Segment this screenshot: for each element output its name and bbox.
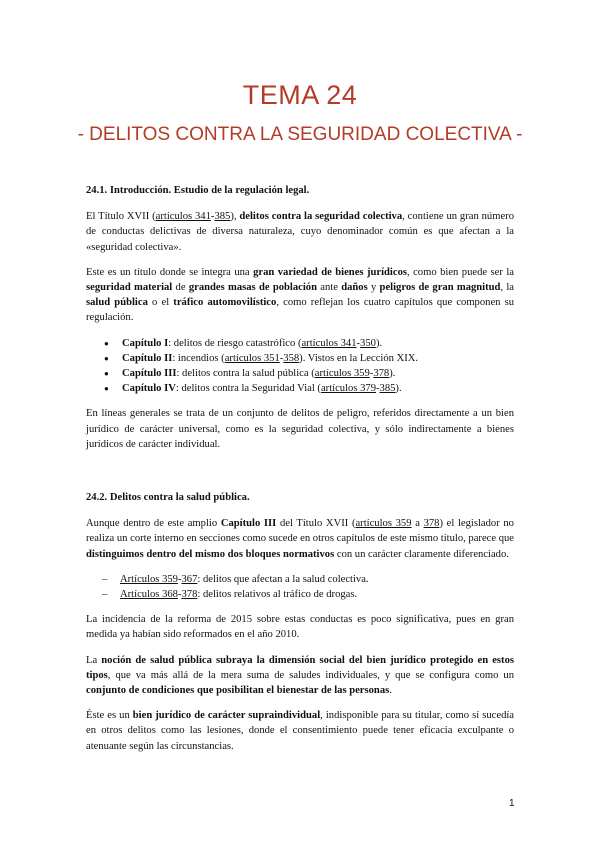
page-subtitle: - DELITOS CONTRA LA SEGURIDAD COLECTIVA -	[77, 124, 523, 145]
text: Aunque dentro de este amplio	[86, 518, 221, 530]
bold-text: tráfico automovilístico	[173, 297, 277, 309]
text: ). Vistos en la Lección XIX.	[299, 352, 419, 364]
link-articulo[interactable]: artículos 359	[314, 368, 370, 380]
text: -	[279, 352, 284, 364]
page-title: TEMA 24	[242, 80, 358, 110]
link-articulo[interactable]: 367	[181, 573, 198, 585]
text: : delitos de riesgo catastrófico (	[168, 337, 302, 349]
bold-text: gran variedad de bienes jurídicos	[253, 266, 407, 278]
chapter-name: Capítulo II	[122, 352, 173, 364]
list-item	[120, 587, 514, 602]
paragraph-conjunto-delitos: En líneas generales se trata de un conjunto de delitos de peligro, referidos directamente a un bien jurídico de carácter universal, como es la seguridad colectiva, y sólo indirectamente a bienes jurídicos de carácter individual.	[86, 408, 514, 450]
chapters-list	[86, 336, 514, 397]
link-articulo[interactable]: Artículos 368	[120, 589, 178, 601]
link-articulo[interactable]: 385	[379, 383, 396, 395]
text: La	[86, 654, 102, 666]
paragraph-capitulo-iii	[86, 516, 514, 562]
text: del Título XVII (	[276, 518, 356, 530]
text: -	[356, 337, 361, 349]
paragraph-bien-supraindividual	[86, 708, 514, 754]
paragraph-bienes-juridicos	[86, 265, 514, 326]
bold-text: Capítulo III	[220, 518, 277, 530]
bold-text: delitos contra la seguridad colectiva	[239, 211, 403, 223]
text: .	[389, 685, 392, 697]
text: -	[210, 211, 215, 223]
list-item	[122, 351, 514, 366]
text: : delitos contra la Seguridad Vial (	[175, 383, 321, 395]
page-number: 1	[509, 798, 515, 809]
link-articulo[interactable]: 350	[360, 337, 376, 349]
link-articulo[interactable]: artículos 341	[301, 337, 357, 349]
text: con un carácter claramente diferenciado.	[334, 548, 509, 560]
section-heading-24-1: 24.1. Introducción. Estudio de la regulación legal.	[86, 185, 310, 196]
text: : delitos contra la salud pública (	[176, 368, 315, 380]
bold-text: daños	[341, 282, 368, 294]
list-item	[122, 381, 514, 396]
chapter-name: Capítulo IV	[122, 383, 176, 395]
list-item	[122, 366, 514, 381]
text: -	[369, 368, 374, 380]
link-articulo[interactable]: 358	[283, 352, 300, 364]
text: -	[376, 383, 380, 395]
link-articulo[interactable]: 378	[373, 368, 390, 380]
link-articulo-385[interactable]: 385	[214, 211, 231, 223]
link-articulo[interactable]: artículos 351	[224, 352, 280, 364]
text: : delitos relativos al tráfico de drogas.	[197, 589, 358, 601]
bold-text: conjunto de condiciones que posibilitan el bienestar de las personas	[86, 685, 390, 697]
text: , la	[500, 282, 515, 294]
bold-text: seguridad material	[86, 282, 173, 294]
bold-text: peligros de gran magnitud	[379, 282, 501, 294]
document-body	[86, 183, 514, 764]
link-articulo[interactable]: 378	[181, 589, 198, 601]
text: , como bien puede ser la	[407, 266, 514, 278]
bold-text: bien jurídico de carácter supraindividual	[132, 710, 321, 722]
link-articulo-359[interactable]: artículos 359	[355, 518, 412, 530]
section-heading-24-2: 24.2. Delitos contra la salud pública.	[86, 492, 250, 504]
chapter-name: Capítulo III	[122, 368, 177, 380]
text: ante	[316, 282, 342, 294]
text: Este es un título donde se integra una	[86, 266, 254, 278]
paragraph-reforma-2015: La incidencia de la reforma de 2015 sobre estas conductas es poco significativa, pues en gran medida ya habían sido reformados en el año 2010.	[86, 614, 514, 641]
bold-text: grandes masas de población	[188, 282, 317, 294]
text: , como reflejan los cuatro capítulos que componen su regulación.	[86, 297, 515, 324]
text: -	[177, 573, 182, 585]
text: ).	[375, 337, 383, 349]
link-articulo[interactable]: Artículos 359	[120, 573, 178, 585]
link-articulo[interactable]: artículos 379	[320, 383, 376, 395]
text: ),	[230, 211, 240, 223]
paragraph-intro	[86, 209, 514, 255]
paragraph-nocion-salud-publica	[86, 653, 514, 699]
chapter-name: Capítulo I	[122, 337, 169, 349]
text: ).	[395, 383, 402, 395]
bold-text: distinguimos dentro del mismo dos bloques normativos	[86, 548, 335, 560]
text: Éste es un	[86, 710, 133, 722]
link-articulo-378[interactable]: 378	[423, 518, 440, 530]
text: El Título XVII (	[86, 211, 156, 223]
list-item	[120, 572, 514, 587]
blocks-list	[86, 572, 514, 602]
list-item	[122, 336, 514, 351]
text: ).	[389, 368, 396, 380]
text: : delitos que afectan a la salud colectiva.	[197, 573, 369, 585]
text: , indisponible para su titular, como sí sucedía en otros delitos como las lesiones, donde el consentimiento puede tener eficacia exculpante o atenuante según las circunstancias.	[86, 710, 515, 752]
text: , que va más allá de la mera suma de saludes individuales, y que se configura como un	[107, 669, 514, 681]
spacer	[86, 462, 514, 490]
text: -	[177, 589, 182, 601]
link-articulo-341[interactable]: artículos 341	[155, 211, 211, 223]
text: a	[411, 518, 424, 530]
bold-text: salud pública	[86, 297, 148, 309]
bold-text: noción de salud pública subraya la dimensión social del bien jurídico protegido en estos tipos	[86, 654, 514, 681]
text: de	[172, 282, 189, 294]
text: ) el legislador no realiza un corte interno en secciones como sucede en otros capítulos de este mismo título, parece que	[86, 518, 515, 545]
text: , contiene un gran número de conductas delictivas de diversa naturaleza, cuyo denominador común es que afectan a la «seguridad colectiva».	[86, 211, 514, 253]
text: o el	[147, 297, 174, 309]
text: : incendios (	[172, 352, 225, 364]
text: y	[367, 282, 380, 294]
